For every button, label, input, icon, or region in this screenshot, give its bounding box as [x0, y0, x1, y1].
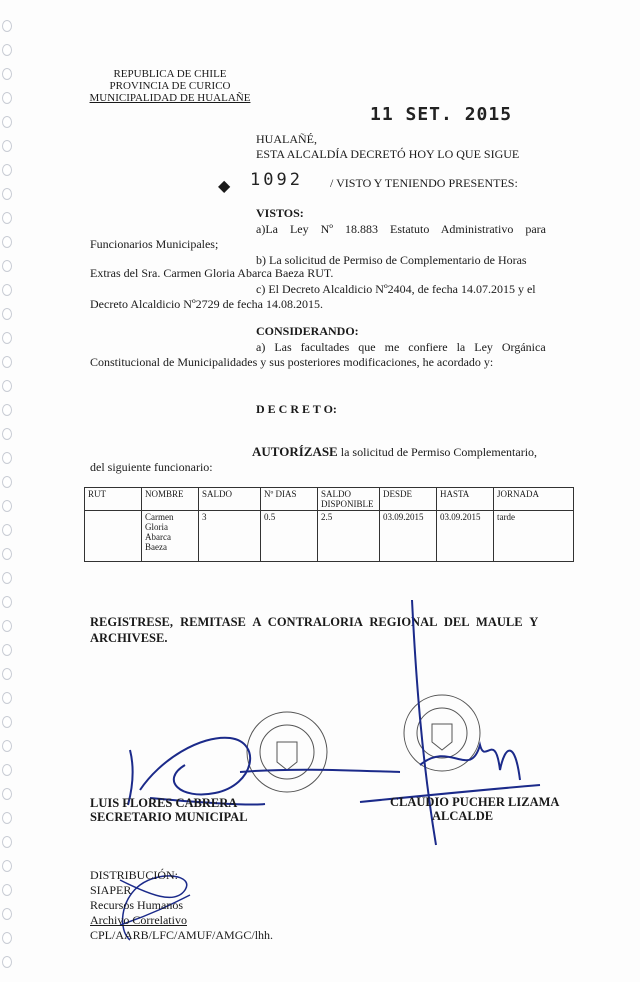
- distribution-item: Recursos Humanos: [90, 898, 183, 912]
- header-republic: REPUBLICA DE CHILE: [113, 68, 227, 80]
- right-signer-name: CLAUDIO PUCHER LIZAMA: [390, 795, 560, 809]
- distribution-item: SIAPER: [90, 883, 132, 897]
- col-saldo: SALDO: [199, 488, 261, 511]
- vistos-a-line1: a)La Ley Nº 18.883 Estatuto Administrativo para: [256, 222, 546, 236]
- closing-line1: REGISTRESE, REMITASE A CONTRALORIA REGIONAL DEL MAULE Y: [90, 615, 539, 629]
- cell-dias: 0.5: [261, 511, 318, 562]
- intro-line: ESTA ALCALDÍA DECRETÓ HOY LO QUE SIGUE: [256, 147, 520, 161]
- authorize-line2: del siguiente funcionario:: [90, 460, 213, 474]
- col-nombre: NOMBRE: [142, 488, 199, 511]
- col-dias: Nº DIAS: [261, 488, 318, 511]
- left-signer-name: LUIS FLORES CABRERA: [90, 796, 238, 810]
- decreto-title: D E C R E T O:: [256, 402, 337, 416]
- vistos-a-line2: Funcionarios Municipales;: [90, 237, 219, 251]
- left-seal-icon: [247, 712, 327, 792]
- col-rut: RUT: [85, 488, 142, 511]
- stamp-mark-icon: ◆: [218, 178, 231, 195]
- cell-jornada: tarde: [494, 511, 574, 562]
- authorize-rest: la solicitud de Permiso Complementario,: [340, 445, 538, 459]
- cell-saldo-disponible: 2.5: [318, 511, 380, 562]
- cell-nombre: Carmen Gloria Abarca Baeza: [142, 511, 199, 562]
- decree-number: 1092: [250, 170, 303, 190]
- vistos-title: VISTOS:: [256, 206, 304, 220]
- distribution-title: DISTRIBUCIÓN:: [90, 868, 179, 882]
- vistos-b-line1: b) La solicitud de Permiso de Complementario de Horas: [256, 253, 527, 267]
- col-hasta: HASTA: [437, 488, 494, 511]
- header-municipality: MUNICIPALIDAD DE HUALAÑE: [89, 92, 251, 104]
- col-saldo-disponible: SALDO DISPONIBLE: [318, 488, 380, 511]
- vistos-c-line2: Decreto Alcaldicio Nº2729 de fecha 14.08.2015.: [90, 297, 323, 311]
- considerando-a-line2: Constitucional de Municipalidades y sus posteriores modificaciones, he acordado y:: [90, 355, 494, 369]
- col-desde: DESDE: [380, 488, 437, 511]
- date-stamp: 11 SET. 2015: [370, 104, 513, 125]
- visto-line: / VISTO Y TENIENDO PRESENTES:: [330, 176, 518, 190]
- authorize-keyword: AUTORÍZASE: [252, 444, 338, 459]
- cell-saldo: 3: [199, 511, 261, 562]
- cell-desde: 03.09.2015: [380, 511, 437, 562]
- vistos-b-line2: Extras del Sra. Carmen Gloria Abarca Baeza RUT.: [90, 266, 334, 280]
- closing-line2: ARCHIVESE.: [90, 631, 168, 645]
- distribution-item: Archivo Correlativo: [90, 913, 187, 927]
- col-jornada: JORNADA: [494, 488, 574, 511]
- distribution-item: CPL/AARB/LFC/AMUF/AMGC/lhh.: [90, 928, 274, 942]
- cell-hasta: 03.09.2015: [437, 511, 494, 562]
- considerando-title: CONSIDERANDO:: [256, 324, 359, 338]
- right-signer-title: ALCALDE: [432, 809, 494, 823]
- left-signer-title: SECRETARIO MUNICIPAL: [90, 810, 248, 824]
- header-province: PROVINCIA DE CURICO: [109, 80, 231, 92]
- considerando-a-line1: a) Las facultades que me confiere la Ley Orgánica: [256, 340, 546, 354]
- vistos-c-line1: c) El Decreto Alcaldicio Nº2404, de fecha 14.07.2015 y el: [256, 282, 536, 296]
- place-line: HUALAÑÉ,: [256, 132, 317, 146]
